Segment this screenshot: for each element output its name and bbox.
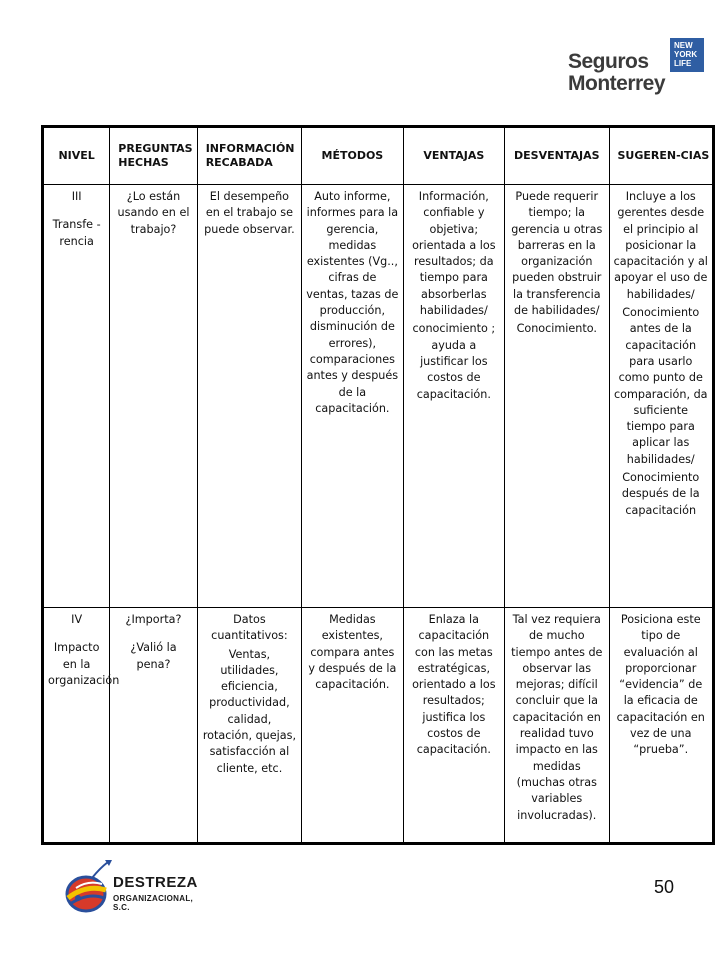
pregunta-text: ¿Importa? <box>125 613 182 626</box>
badge-line-1: NEW <box>674 41 693 50</box>
cell-sugerencias <box>609 185 714 608</box>
evaluation-table <box>41 125 715 845</box>
header-metodos: MÉTODOS <box>302 127 403 185</box>
cell-nivel <box>43 608 120 844</box>
desventajas-text: Conocimiento. <box>516 322 597 336</box>
cell-desventajas <box>505 185 609 608</box>
cell-metodos <box>302 185 403 608</box>
destreza-organizacional-logo <box>62 858 202 918</box>
header-ventajas: VENTAJAS <box>403 127 504 185</box>
sugerencias-text: Posiciona este tipo de evaluación al proporcionar “evidencia” de la eficacia de capacitación en vez de una “prueba”. <box>616 613 705 757</box>
cell-desventajas <box>505 608 609 844</box>
globe-logo-icon <box>62 858 118 918</box>
informacion-text: Ventas, utilidades, eficiencia, productividad, calidad, rotación, quejas, satisfacción al cliente, etc. <box>202 647 296 775</box>
sugerencias-text: Conocimiento después de la capacitación <box>621 471 700 517</box>
sugerencias-text: Incluye a los gerentes desde el principio al posicionar la capacitación y al apoyar el uso de habilidades/ <box>613 190 708 301</box>
nivel-number: IV <box>71 613 83 626</box>
metodos-text: Medidas existentes, compara antes y después de la capacitación. <box>308 613 397 692</box>
nivel-name: Impacto en la organización <box>48 641 120 687</box>
header-preguntas: PREGUNTAS HECHAS <box>110 127 197 185</box>
new-york-life-badge <box>670 38 704 72</box>
cell-preguntas <box>110 608 197 844</box>
header-informacion: INFORMACIÓN RECABADA <box>197 127 301 185</box>
pregunta-text: ¿Lo están usando en el trabajo? <box>117 190 190 236</box>
cell-preguntas <box>110 185 197 608</box>
brand-line-2: Monterrey <box>568 72 666 95</box>
page-number: 50 <box>654 877 675 897</box>
table-row <box>43 185 714 608</box>
ventajas-text: conocimiento ; ayuda a justificar los costos de capacitación. <box>412 322 496 401</box>
pregunta-text: ¿Valió la pena? <box>130 641 177 671</box>
cell-nivel <box>43 185 110 608</box>
cell-informacion <box>197 608 301 844</box>
table-row <box>43 608 714 844</box>
evaluation-table-wrapper <box>41 125 715 845</box>
cell-ventajas <box>403 185 504 608</box>
cell-informacion <box>197 185 301 608</box>
logo-text-line-1: DESTREZA <box>113 874 198 891</box>
cell-sugerencias <box>609 608 714 844</box>
header-row <box>43 127 714 185</box>
header-desventajas: DESVENTAJAS <box>505 127 609 185</box>
cell-metodos <box>302 608 403 844</box>
nivel-number: III <box>71 190 82 203</box>
informacion-text: Datos cuantitativos: <box>211 613 288 643</box>
nivel-name: Transfe -rencia <box>52 218 101 248</box>
logo-text-line-2: ORGANIZACIONAL, S.C. <box>113 894 194 912</box>
cell-ventajas <box>403 608 504 844</box>
metodos-text: Auto informe, informes para la gerencia, medidas existentes (Vg.., cifras de ventas, tazas de producción, disminución de errores), comparaciones antes y después de la capacitación. <box>306 190 399 415</box>
header-sugerencias: SUGEREN-CIAS <box>609 127 714 185</box>
seguros-monterrey-logo <box>566 38 716 98</box>
brand-line-1: Seguros <box>568 50 649 73</box>
informacion-text: El desempeño en el trabajo se puede observar. <box>204 190 295 236</box>
header-nivel: NIVEL <box>43 127 110 185</box>
desventajas-text: Tal vez requiera de mucho tiempo antes de observar las mejoras; difícil concluir que la capacitación en realidad tuvo impacto en las medidas (muchas otras variables involucradas). <box>511 613 603 822</box>
desventajas-text: Puede requerir tiempo; la gerencia u otras barreras en la organización pueden obstruir la transferencia de habilidades/ <box>511 190 603 318</box>
badge-line-2: YORK <box>674 50 698 59</box>
badge-line-3: LIFE <box>674 59 692 68</box>
ventajas-text: Enlaza la capacitación con las metas estratégicas, orientado a los resultados; justifica los costos de capacitación. <box>412 613 496 757</box>
ventajas-text: Información, confiable y objetiva; orientada a los resultados; da tiempo para absorberlas habilidades/ <box>412 190 496 318</box>
sugerencias-text: Conocimiento antes de la capacitación para usarlo como punto de comparación, da suficiente tiempo para aplicar las habilidades/ <box>613 306 708 466</box>
